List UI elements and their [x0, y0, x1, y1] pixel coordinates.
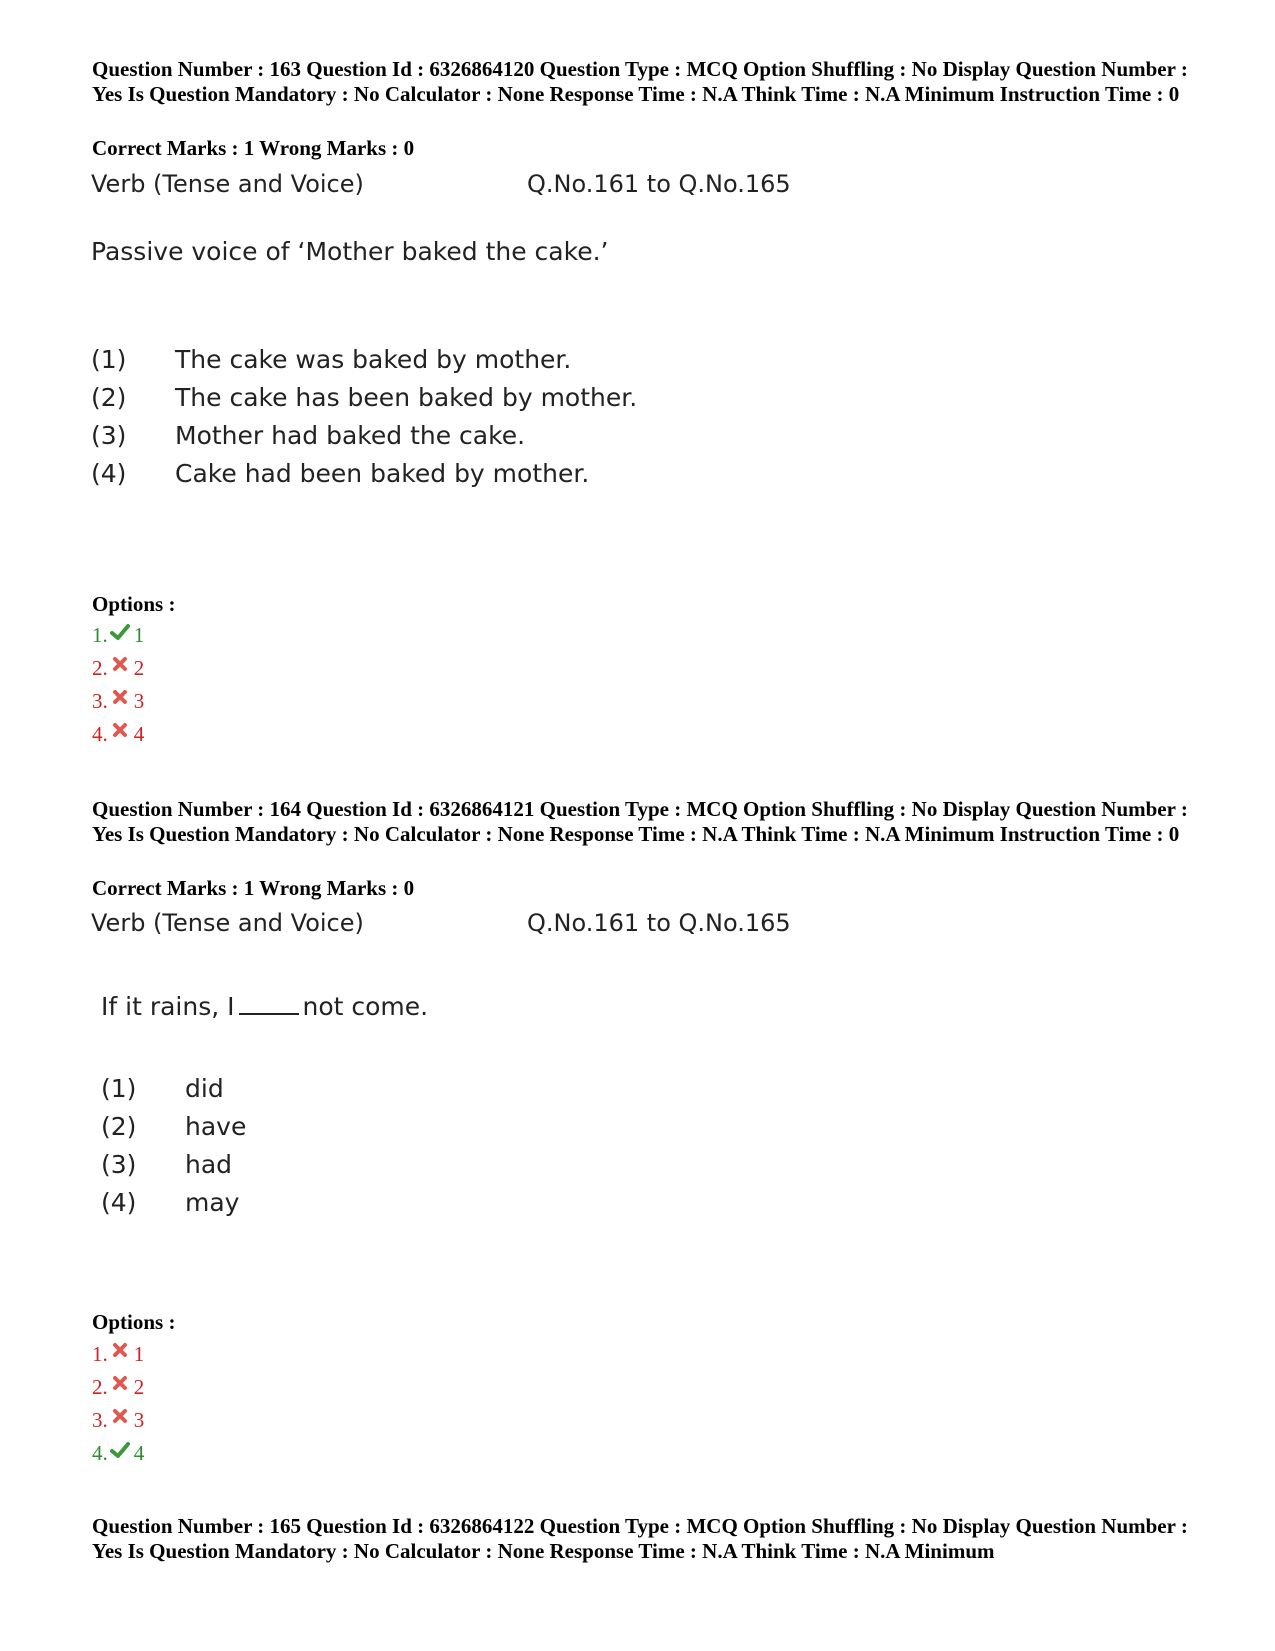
choice-text: had — [185, 1150, 233, 1179]
cross-icon — [110, 1342, 130, 1360]
question-text-before-blank: If it rains, I — [101, 992, 235, 1021]
cross-icon — [110, 656, 130, 674]
choice-text: did — [185, 1074, 224, 1103]
choice-text: The cake has been baked by mother. — [175, 383, 638, 412]
answer-index: 3. — [92, 1408, 108, 1432]
answer-value: 2 — [133, 656, 145, 680]
cross-icon — [110, 1375, 130, 1393]
choice-number: (2) — [91, 383, 127, 412]
answer-value: 2 — [133, 1375, 145, 1399]
answer-index: 4. — [92, 1441, 108, 1465]
choice-text: The cake was baked by mother. — [175, 345, 572, 374]
choice-text: may — [185, 1188, 240, 1217]
options-heading-164: Options : — [92, 1310, 176, 1334]
answer-value: 4 — [133, 1441, 145, 1465]
answer-index: 1. — [92, 1342, 108, 1366]
marks-line-163: Correct Marks : 1 Wrong Marks : 0 — [92, 136, 415, 160]
marks-line-164: Correct Marks : 1 Wrong Marks : 0 — [92, 876, 415, 900]
question-text-164 — [101, 992, 428, 1021]
choice-text: have — [185, 1112, 247, 1141]
question-meta-163: Question Number : 163 Question Id : 6326864120 Question Type : MCQ Option Shuffling : No Display Question Number : Yes Is Question Mandatory : No Calculator : None Response Time : N.A Think Time : N.A Minimum Instruction Time : 0 — [92, 57, 1188, 106]
choice-number: (1) — [101, 1074, 137, 1103]
answer-value: 3 — [133, 1408, 145, 1432]
answer-value: 4 — [133, 722, 145, 746]
choice-number: (1) — [91, 345, 127, 374]
question-text-163: Passive voice of ‘Mother baked the cake.’ — [91, 237, 609, 266]
answer-value: 1 — [133, 1342, 145, 1366]
choice-text: Mother had baked the cake. — [175, 421, 526, 450]
question-range-164: Q.No.161 to Q.No.165 — [527, 909, 791, 937]
question-meta-164: Question Number : 164 Question Id : 6326864121 Question Type : MCQ Option Shuffling : No Display Question Number : Yes Is Question Mandatory : No Calculator : None Response Time : N.A Think Time : N.A Minimum Instruction Time : 0 — [92, 797, 1188, 846]
topic-label-164: Verb (Tense and Voice) — [91, 909, 364, 937]
question-range-163: Q.No.161 to Q.No.165 — [527, 170, 791, 198]
options-heading-163: Options : — [92, 592, 176, 616]
answer-index: 1. — [92, 623, 108, 647]
answer-option — [92, 722, 144, 747]
check-icon — [110, 623, 130, 641]
choice-number: (4) — [101, 1188, 137, 1217]
question-meta-165: Question Number : 165 Question Id : 6326864122 Question Type : MCQ Option Shuffling : No Display Question Number : Yes Is Question Mandatory : No Calculator : None Response Time : N.A Think Time : N.A Minimum — [92, 1514, 1188, 1563]
answer-index: 2. — [92, 1375, 108, 1399]
answer-option — [92, 623, 144, 648]
answer-option — [92, 656, 144, 681]
answer-option — [92, 1408, 144, 1433]
topic-label-163: Verb (Tense and Voice) — [91, 170, 364, 198]
choice-number: (2) — [101, 1112, 137, 1141]
answer-option — [92, 1342, 144, 1367]
answer-index: 4. — [92, 722, 108, 746]
choice-number: (3) — [101, 1150, 137, 1179]
answer-option — [92, 1375, 144, 1400]
cross-icon — [110, 689, 130, 707]
cross-icon — [110, 722, 130, 740]
check-icon — [110, 1441, 130, 1459]
cross-icon — [110, 1408, 130, 1426]
answer-index: 3. — [92, 689, 108, 713]
answer-index: 2. — [92, 656, 108, 680]
answer-value: 1 — [133, 623, 145, 647]
answer-blank — [239, 1013, 299, 1015]
choice-text: Cake had been baked by mother. — [175, 459, 590, 488]
answer-option — [92, 1441, 144, 1466]
question-text-after-blank: not come. — [302, 992, 429, 1021]
answer-option — [92, 689, 144, 714]
answer-value: 3 — [133, 689, 145, 713]
choice-number: (4) — [91, 459, 127, 488]
choice-number: (3) — [91, 421, 127, 450]
